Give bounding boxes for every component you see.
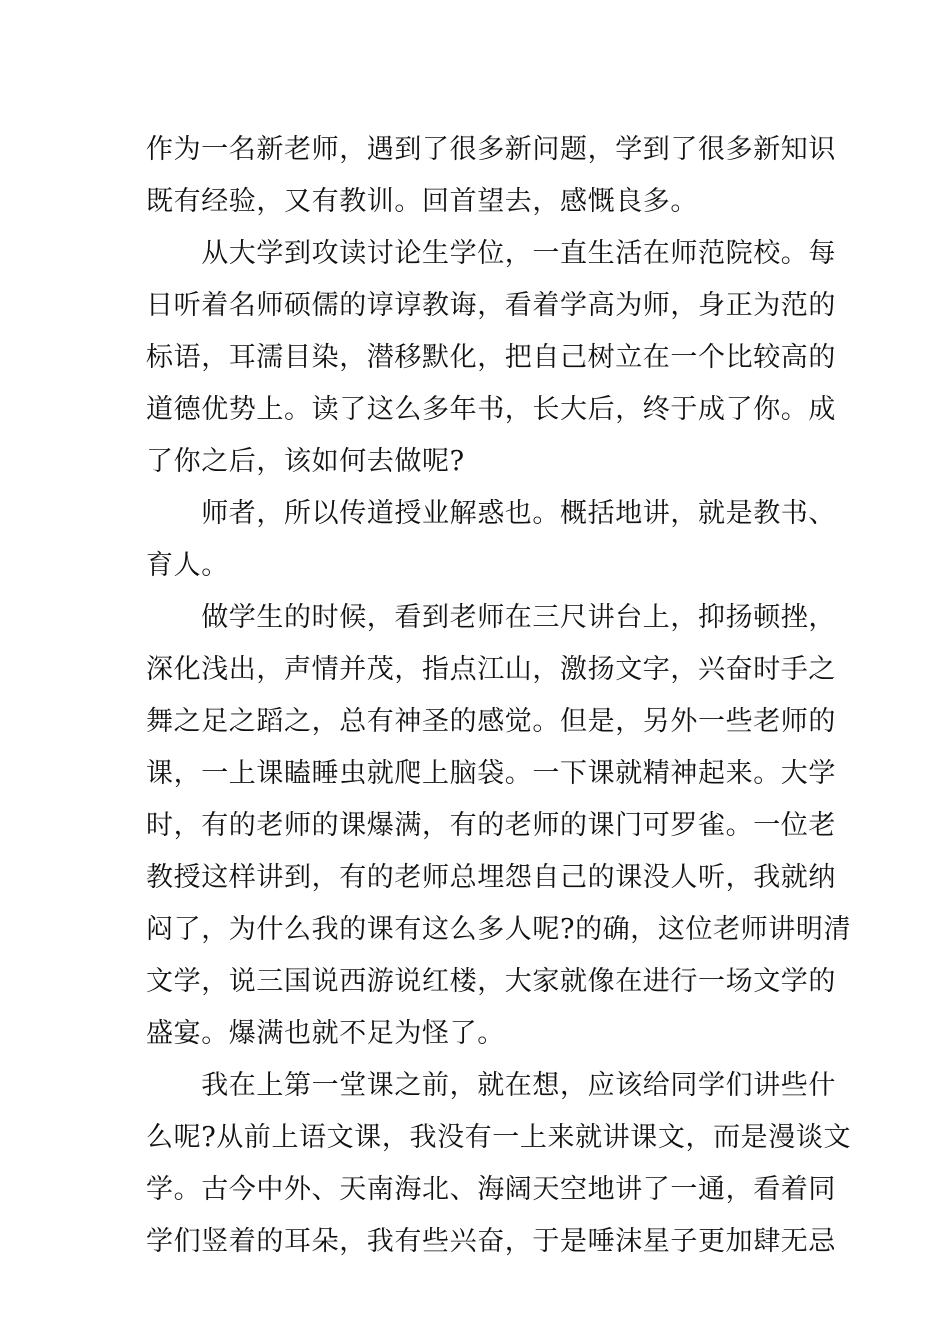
text-line: 道德优势上。读了这么多年书，长大后，终于成了你。成 — [146, 394, 836, 425]
text-line: 盛宴。爆满也就不足为怪了。 — [146, 1018, 505, 1049]
text-line: 深化浅出，声情并茂，指点江山，激扬文字，兴奋时手之 — [146, 654, 836, 685]
text-line: 我在上第一堂课之前，就在想，应该给同学们讲些什 — [146, 1070, 836, 1101]
text-line: 作为一名新老师，遇到了很多新问题，学到了很多新知识 — [146, 134, 836, 165]
text-line: 么呢?从前上语文课，我没有一上来就讲课文，而是漫谈文 — [146, 1122, 852, 1153]
text-line: 育人。 — [146, 550, 229, 581]
text-line: 舞之足之蹈之，总有神圣的感觉。但是，另外一些老师的 — [146, 706, 836, 737]
text-line: 教授这样讲到，有的老师总埋怨自己的课没人听，我就纳 — [146, 862, 836, 893]
text-line: 学们竖着的耳朵，我有些兴奋，于是唾沫星子更加肆无忌 — [146, 1226, 836, 1257]
text-line: 了你之后，该如何去做呢? — [146, 446, 465, 477]
text-line: 既有经验，又有教训。回首望去，感慨良多。 — [146, 186, 698, 217]
text-line: 从大学到攻读讨论生学位，一直生活在师范院校。每 — [146, 238, 836, 269]
text-line: 文学，说三国说西游说红楼，大家就像在进行一场文学的 — [146, 966, 836, 997]
text-line: 做学生的时候，看到老师在三尺讲台上，抑扬顿挫， — [146, 602, 836, 633]
text-line: 时，有的老师的课爆满，有的老师的课门可罗雀。一位老 — [146, 810, 836, 841]
text-line: 师者，所以传道授业解惑也。概括地讲，就是教书、 — [146, 498, 836, 529]
text-line: 闷了，为什么我的课有这么多人呢?的确，这位老师讲明清 — [146, 914, 852, 945]
body-text — [146, 124, 852, 1268]
text-line: 学。古今中外、天南海北、海阔天空地讲了一通，看着同 — [146, 1174, 836, 1205]
text-line: 标语，耳濡目染，潜移默化，把自己树立在一个比较高的 — [146, 342, 836, 373]
text-line: 日听着名师硕儒的谆谆教诲，看着学高为师，身正为范的 — [146, 290, 836, 321]
text-line: 课，一上课瞌睡虫就爬上脑袋。一下课就精神起来。大学 — [146, 758, 836, 789]
